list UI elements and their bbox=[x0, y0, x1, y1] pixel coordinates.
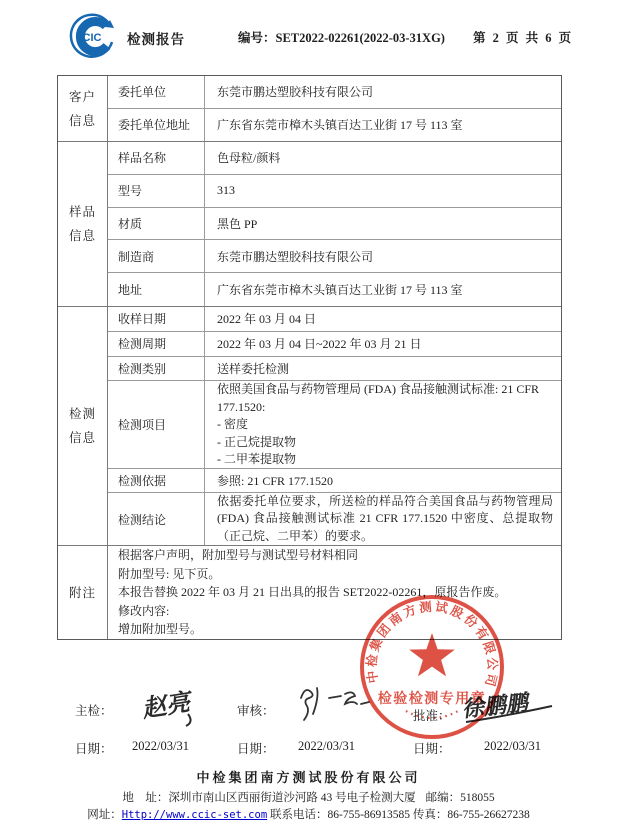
row-label: 材质 bbox=[108, 208, 205, 240]
row-value: 送样委托检测 bbox=[217, 361, 290, 376]
report-number-label: 编号： bbox=[238, 31, 276, 45]
row-label: 委托单位 bbox=[108, 76, 205, 108]
row-label: 检测结论 bbox=[108, 493, 205, 545]
address-value: 深圳市南山区西丽街道沙河路 43 号电子检测大厦 bbox=[168, 792, 416, 804]
approver-role-label: 批准： bbox=[413, 709, 451, 723]
row-label: 地址 bbox=[108, 273, 205, 306]
table-row-conclusion bbox=[108, 493, 561, 545]
approver-date: 2022/03/31 bbox=[484, 739, 541, 753]
test-item-bullet: - 密度 bbox=[217, 417, 248, 431]
row-value: 东莞市鹏达塑胶科技有限公司 bbox=[217, 85, 374, 100]
remarks-line: 修改内容: bbox=[118, 603, 170, 618]
inspector-date-label: 日期： bbox=[75, 742, 113, 756]
svg-text:CIC: CIC bbox=[82, 32, 102, 44]
inspector-role-label: 主检： bbox=[75, 704, 113, 718]
report-table bbox=[57, 75, 562, 640]
group-sample-info bbox=[58, 142, 561, 307]
row-value: 广东省东莞市樟木头镇百达工业街 17 号 113 室 bbox=[217, 283, 463, 298]
row-label: 检测依据 bbox=[108, 469, 205, 492]
remarks-content bbox=[108, 546, 561, 639]
report-number-value: SET2022-02261(2022-03-31XG) bbox=[275, 31, 445, 45]
row-label: 制造商 bbox=[108, 240, 205, 272]
website-link[interactable]: Http://www.ccic-set.com bbox=[121, 809, 268, 821]
fax-value: 86-755-26627238 bbox=[447, 809, 530, 821]
report-number bbox=[238, 28, 445, 46]
remarks-line: 附加型号: 见下页。 bbox=[118, 566, 221, 581]
group-label-remarks: 附注 bbox=[58, 546, 108, 639]
table-row bbox=[108, 307, 561, 332]
table-row bbox=[108, 357, 561, 382]
inspector-date: 2022/03/31 bbox=[132, 739, 189, 753]
stamp-ring-text: 中检集团南方测试股份有限公司 bbox=[364, 599, 500, 691]
table-row bbox=[108, 142, 561, 175]
table-row bbox=[108, 76, 561, 109]
page-indicator: 第 2 页 共 6 页 bbox=[473, 31, 574, 45]
row-label: 委托单位地址 bbox=[108, 109, 205, 142]
zip-label: 邮编： bbox=[425, 792, 461, 804]
remarks-line: 增加附加型号。 bbox=[118, 622, 203, 637]
web-label: 网址： bbox=[87, 809, 122, 821]
group-label-sample: 样品 信息 bbox=[58, 142, 108, 306]
group-customer-info bbox=[58, 76, 561, 142]
conclusion-text: 依据委托单位要求，所送检的样品符合美国食品与药物管理局 (FDA) 食品接触测试标准 21 CFR 177.1520 中密度、总提取物（正己烷、二甲苯）的要求。 bbox=[217, 493, 553, 543]
footer-address-line bbox=[0, 789, 617, 805]
stamp-center-text: 检验检测专用章 bbox=[377, 692, 487, 707]
table-row-test-items bbox=[108, 381, 561, 469]
signature-approver bbox=[458, 684, 558, 730]
table-row bbox=[108, 175, 561, 208]
group-test-info bbox=[58, 307, 561, 546]
cic-logo-icon bbox=[66, 12, 118, 62]
address-label: 地 址： bbox=[122, 792, 169, 804]
group-label-customer: 客户 信息 bbox=[58, 76, 108, 141]
table-row bbox=[108, 332, 561, 357]
row-value bbox=[205, 493, 561, 545]
approver-date-label: 日期： bbox=[413, 742, 451, 756]
signature-inspector bbox=[130, 682, 220, 728]
row-value bbox=[205, 381, 561, 468]
group-remarks bbox=[58, 546, 561, 639]
row-value: 313 bbox=[217, 183, 235, 198]
svg-text:赵亮: 赵亮 bbox=[140, 689, 192, 724]
row-value: 东莞市鹏达塑胶科技有限公司 bbox=[217, 249, 374, 264]
svg-text:徐鹏鹏: 徐鹏鹏 bbox=[460, 689, 529, 722]
row-label: 检测类别 bbox=[108, 357, 205, 381]
fax-label: 传真： bbox=[412, 809, 448, 821]
table-row bbox=[108, 240, 561, 273]
reviewer-date: 2022/03/31 bbox=[298, 739, 355, 753]
report-title: 检测报告 bbox=[127, 32, 185, 47]
row-value: 色母粒/颜料 bbox=[217, 151, 281, 166]
row-value: 2022 年 03 月 04 日~2022 年 03 月 21 日 bbox=[217, 337, 422, 352]
row-value: 2022 年 03 月 04 日 bbox=[217, 312, 317, 327]
phone-value: 86-755-86913585 bbox=[327, 809, 410, 821]
row-label: 样品名称 bbox=[108, 142, 205, 174]
reviewer-role-label: 审核： bbox=[237, 704, 275, 718]
remarks-line: 根据客户声明，附加型号与测试型号材料相同 bbox=[118, 548, 359, 563]
table-row bbox=[108, 208, 561, 241]
test-items-intro: 依照美国食品与药物管理局 (FDA) 食品接触测试标准: 21 CFR 177.1520: bbox=[217, 382, 540, 414]
table-row bbox=[108, 469, 561, 493]
row-label: 型号 bbox=[108, 175, 205, 207]
phone-label: 联系电话： bbox=[270, 809, 328, 821]
row-value: 黑色 PP bbox=[217, 216, 258, 231]
test-item-bullet: - 二甲苯提取物 bbox=[217, 452, 296, 466]
group-label-test: 检测 信息 bbox=[58, 307, 108, 545]
row-label: 检测项目 bbox=[108, 381, 205, 468]
reviewer-date-label: 日期： bbox=[237, 742, 275, 756]
row-label: 收样日期 bbox=[108, 307, 205, 331]
table-row bbox=[108, 273, 561, 306]
signature-reviewer bbox=[293, 680, 383, 722]
row-value: 参照: 21 CFR 177.1520 bbox=[217, 474, 334, 489]
table-row bbox=[108, 109, 561, 142]
footer-company-name: 中检集团南方测试股份有限公司 bbox=[196, 770, 421, 785]
row-label: 检测周期 bbox=[108, 332, 205, 356]
footer-contact-line bbox=[0, 806, 617, 822]
row-value: 广东省东莞市樟木头镇百达工业街 17 号 113 室 bbox=[217, 118, 463, 133]
zip-value: 518055 bbox=[460, 792, 495, 804]
test-item-bullet: - 正己烷提取物 bbox=[217, 434, 296, 449]
remarks-line: 本报告替换 2022 年 03 月 21 日出具的报告 SET2022-02261，原报告作废。 bbox=[118, 585, 507, 600]
